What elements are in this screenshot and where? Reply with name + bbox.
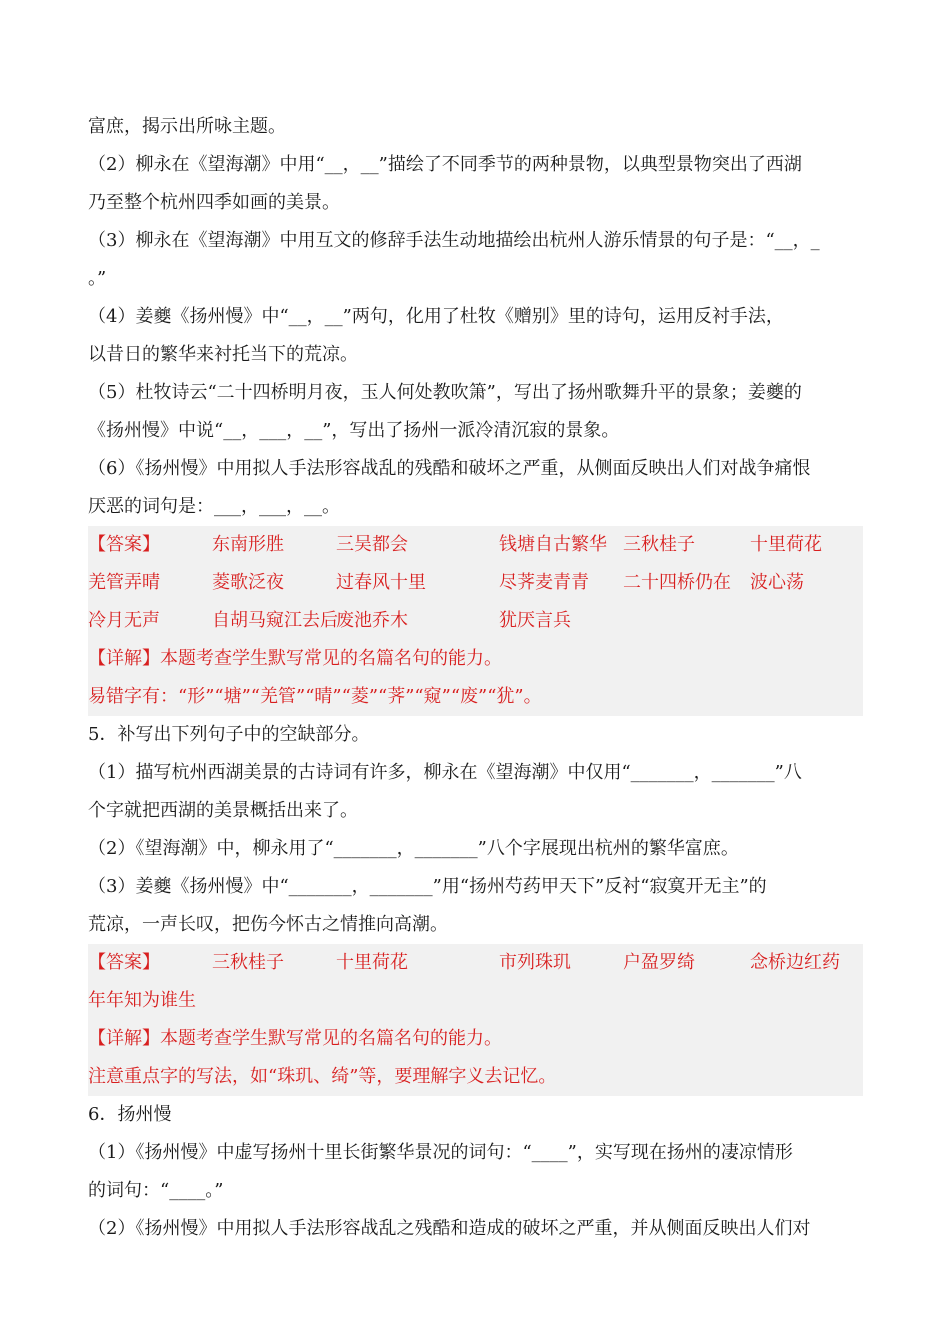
answer-cell: 尽荠麦青青 [499, 572, 589, 593]
answer-cell: 羌管弄晴 [88, 572, 160, 593]
question-title: 6．扬州慢 [88, 1104, 172, 1125]
answer-cell: 十里荷花 [750, 534, 822, 555]
text-line: （3）姜夔《扬州慢》中“_______，_______”用“扬州芍药甲天下”反衬“寂寞开无主”的 [88, 876, 767, 897]
answer-row [88, 526, 863, 564]
answer-detail: 【详解】本题考查学生默写常见的名篇名句的能力。 [88, 1020, 863, 1058]
text-line: （1）《扬州慢》中虚写扬州十里长街繁华景况的词句：“____”，实写现在扬州的凄凉情形 [88, 1142, 793, 1163]
text-line: 乃至整个杭州四季如画的美景。 [88, 192, 340, 213]
answer-cell: 年年知为谁生 [88, 990, 196, 1011]
answer-row [88, 944, 863, 982]
answer-block-1 [88, 526, 863, 716]
answer-row [88, 602, 863, 640]
text-line: （2）《扬州慢》中用拟人手法形容战乱之残酷和造成的破坏之严重，并从侧面反映出人们对 [88, 1218, 811, 1239]
text-line: （6）《扬州慢》中用拟人手法形容战乱的残酷和破坏之严重，从侧面反映出人们对战争痛恨 [88, 458, 811, 479]
question-5 [88, 716, 863, 944]
text-line: （1）描写杭州西湖美景的古诗词有许多，柳永在《望海潮》中仅用“_______，_______”八 [88, 762, 802, 783]
answer-cell: 冷月无声 [88, 610, 160, 631]
answer-cell: 犹厌言兵 [499, 610, 571, 631]
text-line: 个字就把西湖的美景概括出来了。 [88, 800, 358, 821]
text-line: （4）姜夔《扬州慢》中“__，__”两句，化用了杜牧《赠别》里的诗句，运用反衬手法， [88, 306, 784, 327]
text-line: （3）柳永在《望海潮》中用互文的修辞手法生动地描绘出杭州人游乐情景的句子是：“__，_ [88, 230, 820, 251]
answer-cell: 市列珠玑 [499, 952, 571, 973]
answer-cell: 菱歌泛夜 [212, 572, 284, 593]
text-line: 厌恶的词句是：___，___，__。 [88, 496, 340, 517]
answer-cell: 废池乔木 [336, 610, 408, 631]
answer-row [88, 982, 863, 1020]
text-line: （2）柳永在《望海潮》中用“__，__”描绘了不同季节的两种景物，以典型景物突出了西湖 [88, 154, 802, 175]
text-line: （5）杜牧诗云“二十四桥明月夜，玉人何处教吹箫”，写出了扬州歌舞升平的景象；姜夔的 [88, 382, 802, 403]
answer-cell: 钱塘自古繁华 [499, 534, 607, 555]
text-line: 富庶，揭示出所咏主题。 [88, 116, 286, 137]
answer-cell: 二十四桥仍在 [623, 572, 731, 593]
question-4-continued [88, 108, 863, 526]
answer-cell: 东南形胜 [212, 534, 284, 555]
text-line: 荒凉，一声长叹，把伤今怀古之情推向高潮。 [88, 914, 448, 935]
answer-note: 易错字有：“形”“塘”“羌管”“晴”“菱”“荠”“窥”“废”“犹”。 [88, 678, 863, 716]
text-line: 。” [88, 268, 107, 289]
answer-cell: 三秋桂子 [623, 534, 695, 555]
question-6 [88, 1096, 863, 1248]
answer-cell: 过春风十里 [336, 572, 426, 593]
answer-cell: 十里荷花 [336, 952, 408, 973]
answer-cell: 自胡马窥江去后 [212, 610, 338, 631]
question-title: 5．补写出下列句子中的空缺部分。 [88, 724, 370, 745]
answer-note: 注意重点字的写法，如“珠玑、绮”等，要理解字义去记忆。 [88, 1058, 863, 1096]
answer-cell: 户盈罗绮 [623, 952, 695, 973]
answer-cell: 三吴都会 [336, 534, 408, 555]
text-line: 以昔日的繁华来衬托当下的荒凉。 [88, 344, 358, 365]
answer-detail: 【详解】本题考查学生默写常见的名篇名句的能力。 [88, 640, 863, 678]
text-line: 的词句：“____。” [88, 1180, 224, 1201]
text-line: （2）《望海潮》中，柳永用了“_______，_______”八个字展现出杭州的繁华富庶。 [88, 838, 739, 859]
text-line: 《扬州慢》中说“__，___，__”，写出了扬州一派冷清沉寂的景象。 [88, 420, 620, 441]
answer-cell: 三秋桂子 [212, 952, 284, 973]
document-page [88, 108, 863, 1248]
answer-block-2 [88, 944, 863, 1096]
answer-cell: 波心荡 [750, 572, 804, 593]
answer-cell: 念桥边红药 [750, 952, 840, 973]
answer-cell: 【答案】 [88, 952, 160, 973]
answer-row [88, 564, 863, 602]
answer-cell: 【答案】 [88, 534, 160, 555]
